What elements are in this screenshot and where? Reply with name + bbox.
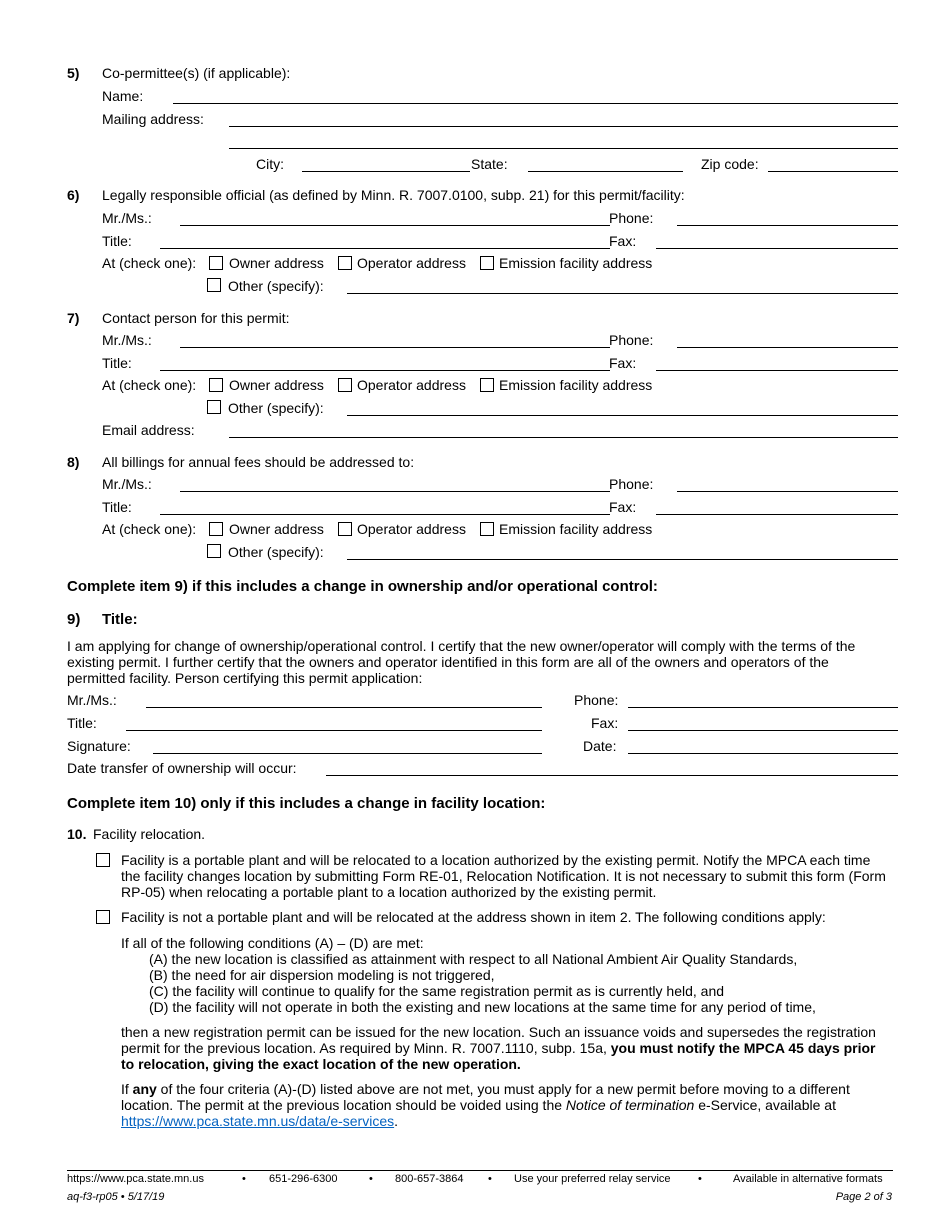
s8-owner-label: Owner address	[229, 521, 324, 537]
condition-d: (D) the facility will not operate in both the existing and new locations at the same time for any period of time,	[149, 999, 816, 1015]
condition-c: (C) the facility will continue to qualify for the same registration permit as is currently held, and	[149, 983, 725, 999]
footer-bullet: •	[242, 1173, 246, 1185]
s8-title-label: Title:	[102, 499, 132, 515]
s8-at-label: At (check one):	[102, 521, 197, 537]
section-9-title: Title:	[102, 611, 138, 628]
s7-operator-label: Operator address	[357, 377, 466, 393]
s8-phone-field[interactable]	[677, 491, 898, 492]
criteria-text-f: .	[394, 1113, 399, 1129]
certification-statement: I am applying for change of ownership/operational control. I certify that the new owner/operator will comply with the terms of the existing permit. I further certify that the owners and operator identified in this form are all of the owners and operators of the permitted facility. Person certifying this permit application:	[67, 638, 856, 686]
section-7-title: Contact person for this permit:	[102, 310, 290, 326]
s9-phone-label: Phone:	[574, 692, 619, 708]
footer-page-number: Page 2 of 3	[835, 1191, 892, 1203]
notice-of-termination-text: Notice of termination	[565, 1097, 695, 1113]
footer-rule	[67, 1170, 893, 1171]
footer-alt-formats: Available in alternative formats	[733, 1173, 883, 1185]
item-9-heading: Complete item 9) if this includes a change in ownership and/or operational control:	[67, 578, 658, 595]
section-8-title: All billings for annual fees should be addressed to:	[102, 454, 415, 470]
s9-signature-label: Signature:	[67, 738, 131, 754]
new-permit-paragraph	[121, 1024, 891, 1072]
section-6-number: 6)	[67, 187, 80, 203]
s6-other-field[interactable]	[347, 293, 898, 294]
s7-phone-label: Phone:	[609, 332, 654, 348]
e-services-link[interactable]: https://www.pca.state.mn.us/data/e-services	[121, 1113, 395, 1129]
s7-mrms-field[interactable]	[180, 347, 610, 348]
city-label: City:	[256, 156, 284, 172]
new-permit-text: then a new registration permit can be issued for the new location. Such an issuance voids and supersedes the registration permit for the previous location. As required by Minn. R. 7007.1110, subp. 15a,	[121, 1024, 876, 1056]
s6-fax-label: Fax:	[609, 233, 637, 249]
s7-other-label: Other (specify):	[228, 400, 324, 416]
s6-title-label: Title:	[102, 233, 132, 249]
section-10-number: 10.	[67, 826, 87, 842]
criteria-text-e: e-Service, available at	[694, 1097, 836, 1113]
s9-fax-field[interactable]	[628, 730, 898, 731]
s6-other-label: Other (specify):	[228, 278, 324, 294]
s8-mrms-field[interactable]	[180, 491, 610, 492]
s8-other-field[interactable]	[347, 559, 898, 560]
item-10-heading: Complete item 10) only if this includes a change in facility location:	[67, 795, 546, 812]
s9-fax-label: Fax:	[591, 715, 619, 731]
s8-emission-label: Emission facility address	[499, 521, 653, 537]
section-5-number: 5)	[67, 65, 80, 81]
state-label: State:	[471, 156, 508, 172]
zip-code-field[interactable]	[768, 171, 898, 172]
s9-title-field[interactable]	[126, 730, 542, 731]
s6-operator-label: Operator address	[357, 255, 466, 271]
not-portable-plant-option-text: Facility is not a portable plant and will be relocated at the address shown in item 2. The following conditions apply:	[121, 909, 826, 925]
section-7-number: 7)	[67, 310, 80, 326]
conditions-intro: If all of the following conditions (A) – (D) are met:	[121, 935, 424, 951]
s6-phone-label: Phone:	[609, 210, 654, 226]
s7-mrms-label: Mr./Ms.:	[102, 332, 152, 348]
s7-title-field[interactable]	[160, 370, 610, 371]
s9-transfer-field[interactable]	[326, 775, 898, 776]
s9-transfer-label: Date transfer of ownership will occur:	[67, 760, 297, 776]
s6-at-label: At (check one):	[102, 255, 197, 271]
s8-phone-label: Phone:	[609, 476, 654, 492]
section-10-title: Facility relocation.	[93, 826, 206, 842]
s9-date-field[interactable]	[628, 753, 898, 754]
footer-phone-2: 800-657-3864	[395, 1173, 464, 1185]
s8-emission-checkbox[interactable]	[480, 522, 494, 536]
co-permittee-name-field[interactable]	[173, 103, 898, 104]
section-5-title: Co-permittee(s) (if applicable):	[102, 65, 291, 81]
s7-phone-field[interactable]	[677, 347, 898, 348]
s7-fax-label: Fax:	[609, 355, 637, 371]
notify-mpca-text: you must notify the MPCA 45 days prior to relocation, giving the exact location of the new operation.	[121, 1040, 876, 1072]
s8-owner-checkbox[interactable]	[209, 522, 223, 536]
s7-at-label: At (check one):	[102, 377, 197, 393]
s9-title-label: Title:	[67, 715, 97, 731]
s8-fax-label: Fax:	[609, 499, 637, 515]
criteria-any-text: any	[132, 1081, 157, 1097]
s6-owner-checkbox[interactable]	[209, 256, 223, 270]
s9-mrms-field[interactable]	[146, 707, 542, 708]
s6-fax-field[interactable]	[656, 248, 898, 249]
condition-a: (A) the new location is classified as attainment with respect to all National Ambient Air Quality Standards,	[149, 951, 798, 967]
s7-owner-label: Owner address	[229, 377, 324, 393]
s6-operator-checkbox[interactable]	[338, 256, 352, 270]
s6-emission-label: Emission facility address	[499, 255, 653, 271]
s8-operator-checkbox[interactable]	[338, 522, 352, 536]
s7-owner-checkbox[interactable]	[209, 378, 223, 392]
s9-date-label: Date:	[583, 738, 617, 754]
s8-title-field[interactable]	[160, 514, 610, 515]
section-8-number: 8)	[67, 454, 80, 470]
s6-owner-label: Owner address	[229, 255, 324, 271]
criteria-text-a: If	[121, 1081, 133, 1097]
portable-plant-checkbox[interactable]	[96, 853, 110, 867]
s9-phone-field[interactable]	[628, 707, 898, 708]
s6-other-checkbox[interactable]	[207, 278, 221, 292]
footer-bullet: •	[369, 1173, 373, 1185]
mailing-address-field[interactable]	[229, 126, 898, 127]
condition-b: (B) the need for air dispersion modeling is not triggered,	[149, 967, 495, 983]
s6-mrms-field[interactable]	[180, 225, 610, 226]
not-portable-plant-checkbox[interactable]	[96, 910, 110, 924]
criteria-not-met-paragraph	[121, 1081, 891, 1129]
section-9-number: 9)	[67, 611, 81, 628]
s7-fax-field[interactable]	[656, 370, 898, 371]
mailing-address-field-2[interactable]	[229, 148, 898, 149]
s8-other-label: Other (specify):	[228, 544, 324, 560]
s7-email-label: Email address:	[102, 422, 195, 438]
footer-url: https://www.pca.state.mn.us	[67, 1173, 204, 1185]
s8-fax-field[interactable]	[656, 514, 898, 515]
s8-other-checkbox[interactable]	[207, 544, 221, 558]
s9-mrms-label: Mr./Ms.:	[67, 692, 117, 708]
s6-title-field[interactable]	[160, 248, 610, 249]
footer-phone-1: 651-296-6300	[269, 1173, 338, 1185]
section-6-title: Legally responsible official (as defined by Minn. R. 7007.0100, subp. 21) for this permit/facility:	[102, 187, 685, 203]
footer-bullet: •	[698, 1173, 702, 1185]
footer-relay: Use your preferred relay service	[514, 1173, 671, 1185]
portable-plant-option-text: Facility is a portable plant and will be relocated to a location authorized by the existing permit. Notify the MPCA each time the facility changes location by submitting Form RE-01, Relocation Notification. It is not necessary to submit this form (Form RP-05) when relocating a portable plant to a location authorized by the existing permit.	[121, 852, 886, 900]
co-permittee-name-label: Name:	[102, 88, 144, 104]
s6-mrms-label: Mr./Ms.:	[102, 210, 152, 226]
s9-signature-field[interactable]	[153, 753, 542, 754]
s7-other-checkbox[interactable]	[207, 400, 221, 414]
s7-operator-checkbox[interactable]	[338, 378, 352, 392]
footer-form-code: aq-f3-rp05 • 5/17/19	[67, 1191, 165, 1203]
s6-emission-checkbox[interactable]	[480, 256, 494, 270]
s7-email-field[interactable]	[229, 437, 898, 438]
s7-title-label: Title:	[102, 355, 132, 371]
s7-other-field[interactable]	[347, 415, 898, 416]
city-field[interactable]	[302, 171, 470, 172]
zip-code-label: Zip code:	[701, 156, 759, 172]
s8-mrms-label: Mr./Ms.:	[102, 476, 152, 492]
criteria-text-c: of the four criteria (A)-(D) listed above are not met, you must apply for a new permit before moving to a different location. The permit at the previous location should be voided using the	[121, 1081, 850, 1113]
s7-emission-label: Emission facility address	[499, 377, 653, 393]
footer-bullet: •	[488, 1173, 492, 1185]
state-field[interactable]	[528, 171, 683, 172]
s8-operator-label: Operator address	[357, 521, 466, 537]
mailing-address-label: Mailing address:	[102, 111, 204, 127]
s6-phone-field[interactable]	[677, 225, 898, 226]
s7-emission-checkbox[interactable]	[480, 378, 494, 392]
